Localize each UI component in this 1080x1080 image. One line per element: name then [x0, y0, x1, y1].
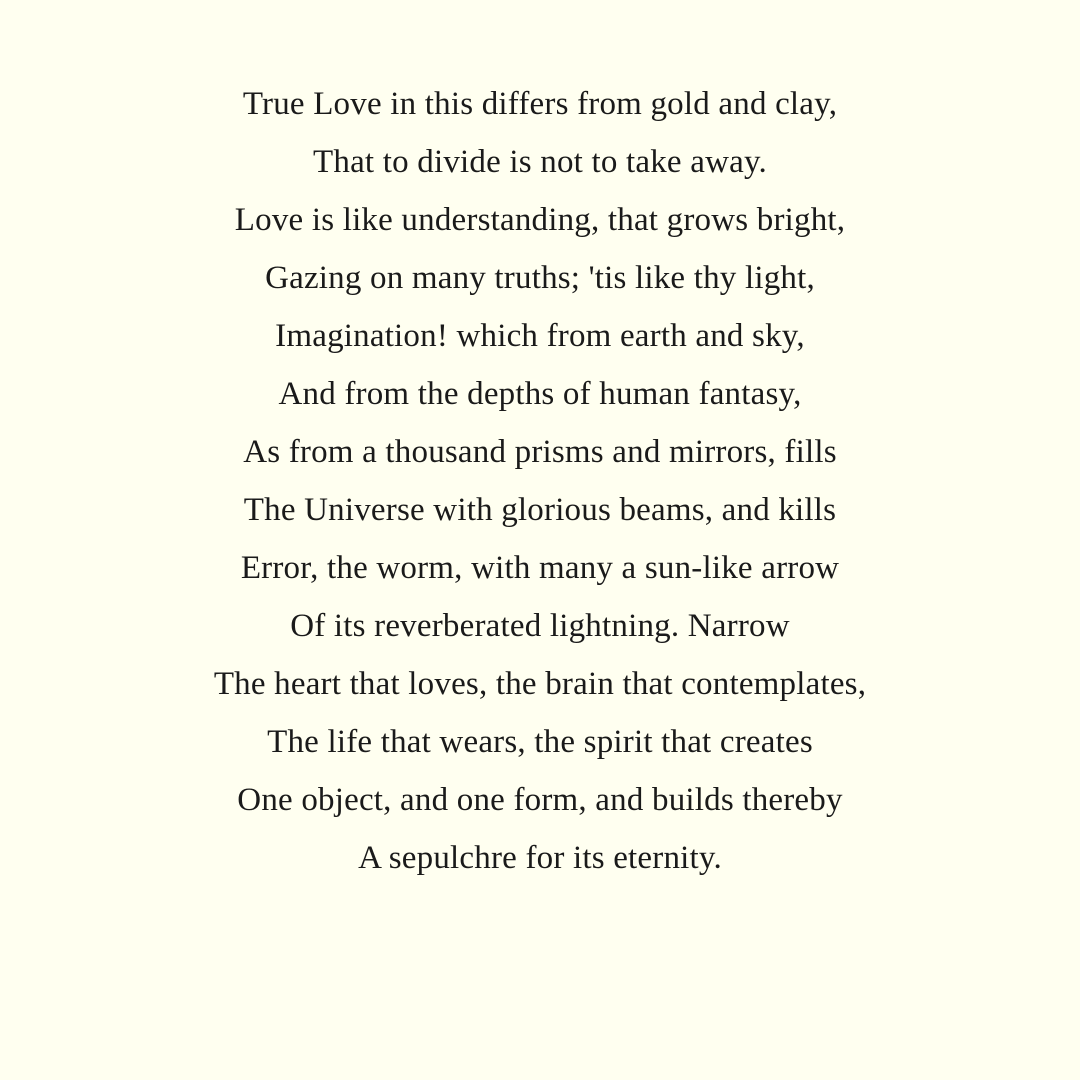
poem-text — [0, 75, 1080, 887]
poem-line-8: The Universe with glorious beams, and kills — [243, 492, 837, 528]
poem-line-12: The life that wears, the spirit that creates — [267, 724, 813, 760]
poem-line-10: Of its reverberated lightning. Narrow — [290, 608, 790, 644]
poem-line-3: Love is like understanding, that grows bright, — [234, 202, 846, 238]
poem-line-11: The heart that loves, the brain that contemplates, — [213, 666, 867, 702]
poem-line-9: Error, the worm, with many a sun-like arrow — [240, 550, 840, 586]
poem-line-13: One object, and one form, and builds thereby — [237, 782, 843, 818]
poem-line-14: A sepulchre for its eternity. — [358, 840, 722, 876]
poem-line-7: As from a thousand prisms and mirrors, fills — [243, 434, 837, 470]
poem-line-4: Gazing on many truths; 'tis like thy light, — [265, 260, 815, 296]
poem-line-5: Imagination! which from earth and sky, — [275, 318, 805, 354]
poem-line-1: True Love in this differs from gold and clay, — [242, 86, 838, 122]
poem-line-6: And from the depths of human fantasy, — [278, 376, 802, 412]
poem-line-2: That to divide is not to take away. — [313, 144, 767, 180]
